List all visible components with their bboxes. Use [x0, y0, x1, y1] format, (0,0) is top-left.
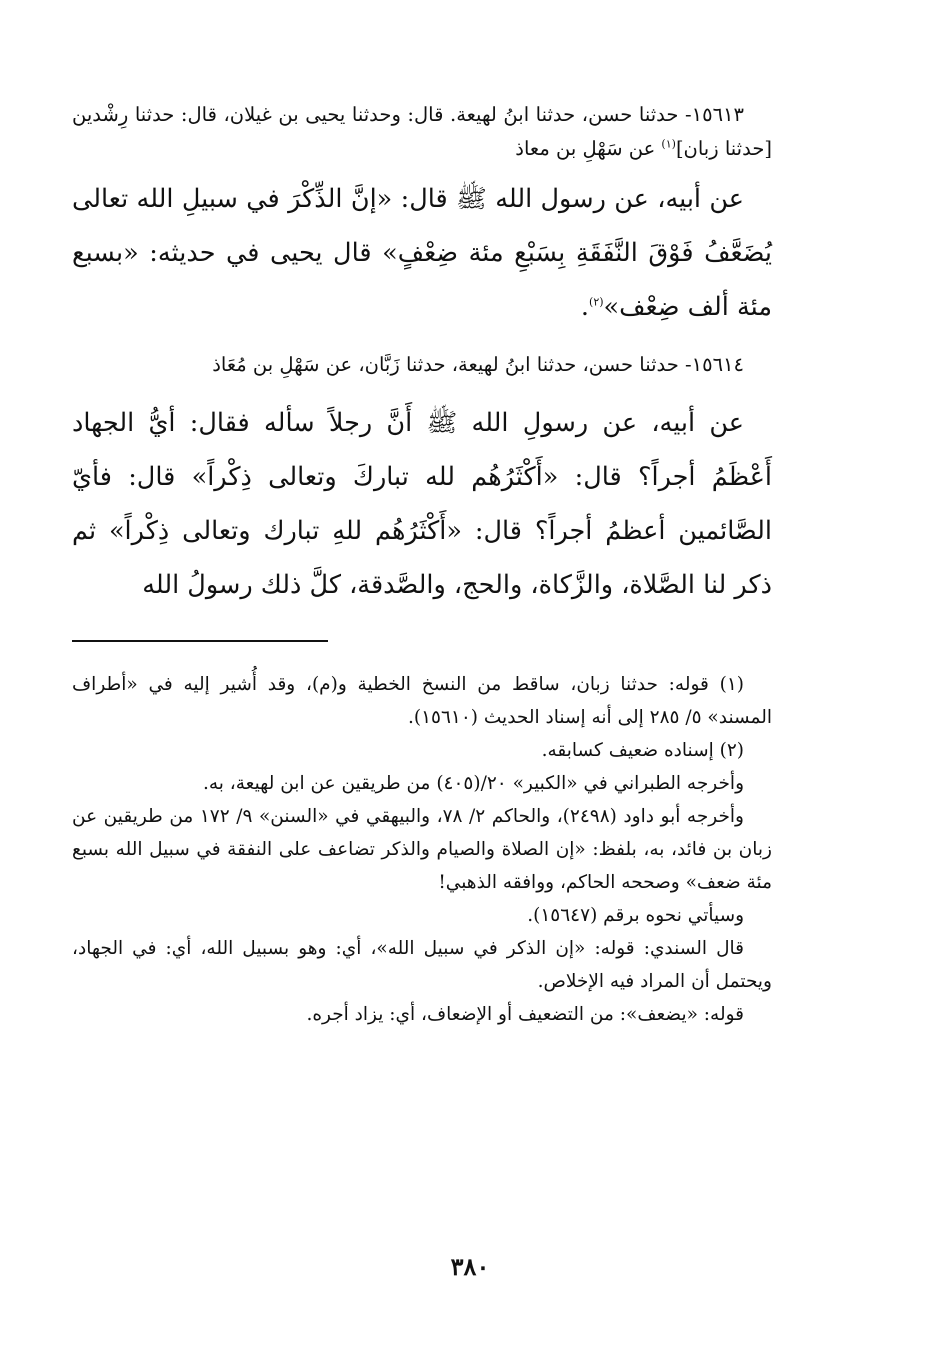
hadith-15613-matn [72, 172, 772, 334]
footnotes [72, 668, 772, 1031]
page-body [72, 98, 772, 1031]
matn-tail: . [580, 292, 590, 322]
isnad-text: ١٥٦١٣- حدثنا حسن، حدثنا ابنُ لهيعة. قال: وحدثنا يحيى بن غيلان، قال: حدثنا رِشْدين [حدثنا زبان] [72, 103, 772, 160]
footnote-ref-2[interactable]: (٢) [589, 295, 604, 309]
footnote-2-yudaaf: قوله: «يضعف»: من التضعيف أو الإضعاف، أي: يزاد أجره. [306, 1004, 744, 1025]
footnote-2-tabarani: وأخرجه الطبراني في «الكبير» ٢٠/(٤٠٥) من طريقين عن ابن لهيعة، به. [202, 773, 744, 794]
hadith-15613-isnad [72, 98, 772, 166]
hadith-15614-matn: عن أبيه، عن رسولِ الله ﷺ أَنَّ رجلاً سأله فقال: أيُّ الجهاد أَعْظَمُ أجراً؟ قال: «أَكْثَرُهُم لله تباركَ وتعالى ذِكْراً» قال: فأيّ الصَّائمين أعظمُ أجراً؟ قال: «أَكْثَرُهُم للهِ تبارك وتعالى ذِكْراً» ثم ذكر لنا الصَّلاة، والزَّكاة، والحج، والصَّدقة، كلَّ ذلك رسولُ الله [72, 408, 772, 600]
footnote-2-sindi: قال السندي: قوله: «إن الذكر في سبيل الله»، أي: وهو بسبيل الله، أي: في الجهاد، ويحتمل أن المراد فيه الإخلاص. [72, 938, 772, 992]
footnote-ref-1[interactable]: (١) [661, 137, 676, 151]
footnote-1: (١) قوله: حدثنا زبان، ساقط من النسخ الخطية و(م)، وقد أُشير إليه في «أطراف المسند» ٥/ ٢٨٥ إلى أنه إسناد الحديث (١٥٦١٠). [72, 674, 772, 728]
footnote-divider [72, 640, 328, 642]
footnote-2: (٢) إسناده ضعيف كسابقه. [541, 740, 744, 761]
footnote-2-abudawud: وأخرجه أبو داود (٢٤٩٨)، والحاكم ٢/ ٧٨، والبيهقي في «السنن» ٩/ ١٧٢ من طريقين عن زبان بن فائد، به، بلفظ: «إن الصلاة والصيام والذكر تضاعف على النفقة في سبيل الله بسبع مئة ضعف» وصححه الحاكم، ووافقه الذهبي! [72, 806, 772, 893]
footnote-2-cross-ref: وسيأتي نحوه برقم (١٥٦٤٧). [527, 905, 744, 926]
hadith-15614-isnad: ١٥٦١٤- حدثنا حسن، حدثنا ابنُ لهيعة، حدثنا زَبَّان، عن سَهْلِ بن مُعَاذ [212, 353, 744, 376]
matn-text: عن أبيه، عن رسول الله ﷺ قال: «إنَّ الذِّكْرَ في سبيلِ الله تعالى يُضَعَّفُ فَوْقَ النَّفَقَةِ بِسَبْعِ مئة ضِعْفٍ» قال يحيى في حديثه: «بسبع مئة ألف ضِعْف» [72, 184, 772, 322]
page-number: ٣٨٠ [450, 1252, 490, 1281]
isnad-tail: عن سَهْلِ بن معاذ [515, 137, 662, 160]
